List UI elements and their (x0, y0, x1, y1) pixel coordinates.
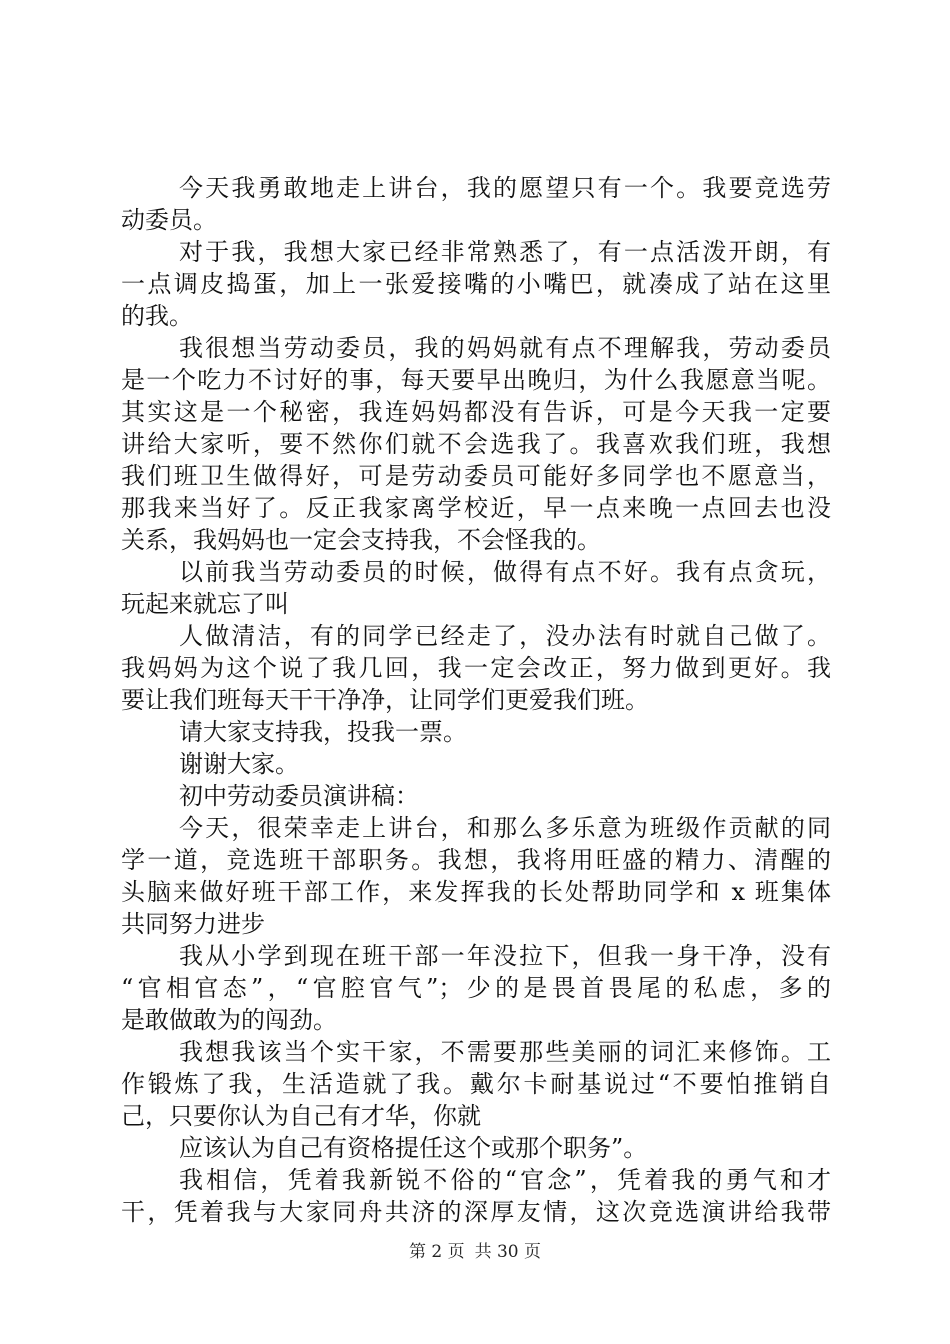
text-line: 以前我当劳动委员的时候，做得有点不好。我有点贪玩， (179, 558, 831, 586)
text-line: 头脑来做好班干部工作，来发挥我的长处帮助同学和 x 班集体 (121, 878, 831, 906)
text-line: 我妈妈为这个说了我几回，我一定会改正，努力做到更好。我 (121, 654, 831, 682)
text-line: 玩起来就忘了叫 (121, 590, 289, 618)
text-line: 学一道，竞选班干部职务。我想，我将用旺盛的精力、清醒的 (121, 846, 831, 874)
text-line: 关系，我妈妈也一定会支持我，不会怪我的。 (121, 526, 601, 554)
text-line: 是一个吃力不讨好的事，每天要早出晚归，为什么我愿意当呢。 (121, 366, 831, 394)
text-line: 作锻炼了我，生活造就了我。戴尔卡耐基说过“不要怕推销自 (121, 1070, 831, 1098)
text-line: 对于我，我想大家已经非常熟悉了，有一点活泼开朗，有 (179, 238, 831, 266)
text-line: 一点调皮捣蛋，加上一张爱接嘴的小嘴巴，就凑成了站在这里 (121, 270, 831, 298)
text-line: 我相信，凭着我新锐不俗的“官念”，凭着我的勇气和才 (179, 1166, 831, 1194)
text-line: 干，凭着我与大家同舟共济的深厚友情，这次竞选演讲给我带 (121, 1198, 831, 1226)
text-line: 己，只要你认为自己有才华，你就 (121, 1102, 481, 1130)
text-line: 请大家支持我，投我一票。 (179, 718, 467, 746)
text-line: 初中劳动委员演讲稿： (179, 782, 419, 810)
text-line: 谢谢大家。 (179, 750, 299, 778)
text-line: 人做清洁，有的同学已经走了，没办法有时就自己做了。 (179, 622, 831, 650)
page-number: 第 2 页 (408, 1242, 465, 1262)
text-line: 要让我们班每天干干净净，让同学们更爱我们班。 (121, 686, 649, 714)
text-line: 其实这是一个秘密，我连妈妈都没有告诉，可是今天我一定要 (121, 398, 831, 426)
text-line: 讲给大家听，要不然你们就不会选我了。我喜欢我们班，我想 (121, 430, 831, 458)
text-line: 动委员。 (121, 206, 217, 234)
text-line: 今天，很荣幸走上讲台，和那么多乐意为班级作贡献的同 (179, 814, 831, 842)
page-total: 共 30 页 (474, 1242, 542, 1262)
text-line: 我们班卫生做得好，可是劳动委员可能好多同学也不愿意当， (121, 462, 831, 490)
text-line: “官相官态”，“官腔官气”；少的是畏首畏尾的私虑，多的 (121, 974, 831, 1002)
text-line: 我从小学到现在班干部一年没拉下，但我一身干净，没有 (179, 942, 831, 970)
document-body (121, 172, 831, 1228)
text-line: 共同努力进步 (121, 910, 265, 938)
text-line: 应该认为自己有资格提任这个或那个职务”。 (179, 1134, 648, 1162)
text-line: 今天我勇敢地走上讲台，我的愿望只有一个。我要竞选劳 (179, 174, 831, 202)
text-line: 我很想当劳动委员，我的妈妈就有点不理解我，劳动委员 (179, 334, 831, 362)
page-footer (0, 1240, 950, 1264)
text-line: 我想我该当个实干家，不需要那些美丽的词汇来修饰。工 (179, 1038, 831, 1066)
text-line: 是敢做敢为的闯劲。 (121, 1006, 337, 1034)
text-line: 的我。 (121, 302, 193, 330)
text-line: 那我来当好了。反正我家离学校近，早一点来晚一点回去也没 (121, 494, 831, 522)
